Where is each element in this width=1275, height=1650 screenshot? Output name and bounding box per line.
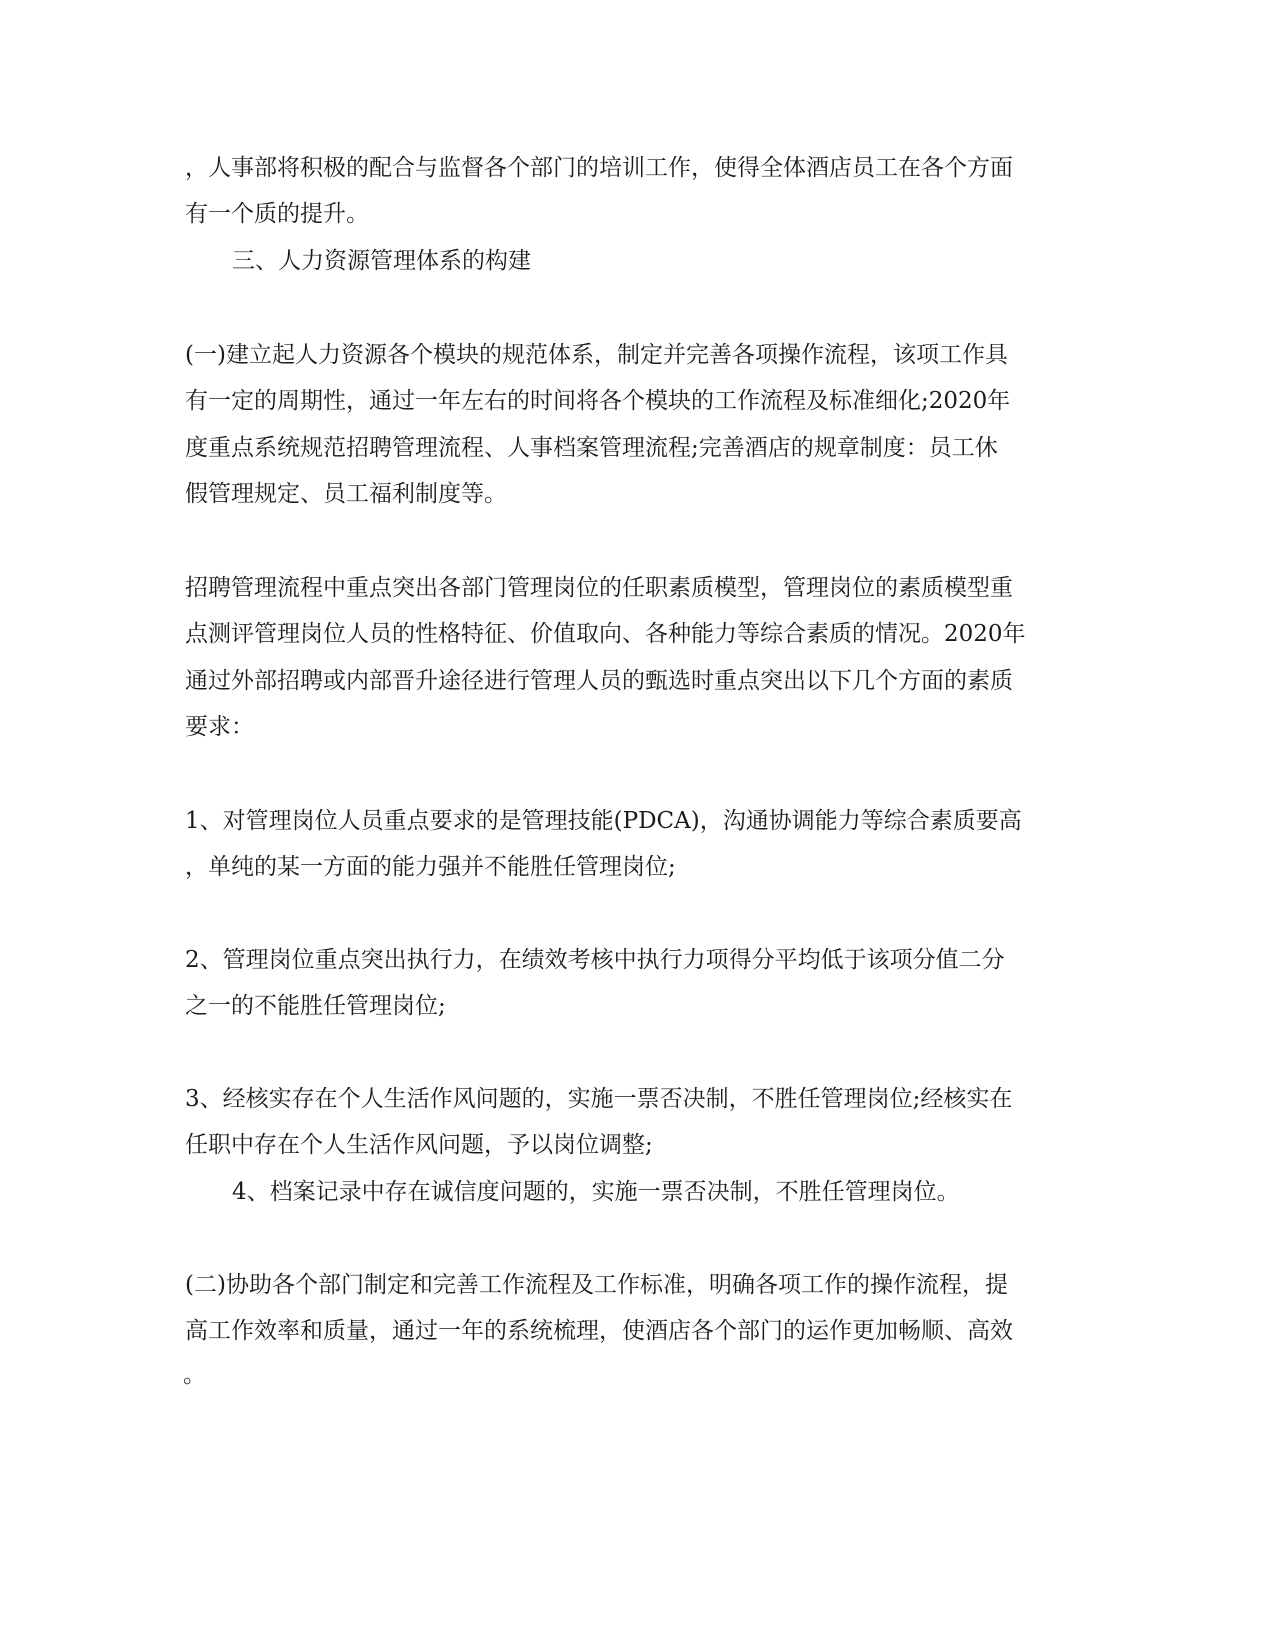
list-item-line: 之一的不能胜任管理岗位; bbox=[185, 993, 446, 1019]
list-item-line: 3、经核实存在个人生活作风问题的，实施一票否决制，不胜任管理岗位;经核实在 bbox=[185, 1086, 1013, 1112]
paragraph-line: 点测评管理岗位人员的性格特征、价值取向、各种能力等综合素质的情况。2020年 bbox=[185, 621, 1026, 647]
list-item-line: 任职中存在个人生活作风问题，予以岗位调整; bbox=[185, 1132, 653, 1158]
list-item-line: 1、对管理岗位人员重点要求的是管理技能(PDCA)，沟通协调能力等综合素质要高 bbox=[185, 808, 1022, 834]
paragraph-line: 。 bbox=[183, 1362, 206, 1388]
paragraph-line: (二)协助各个部门制定和完善工作流程及工作标准，明确各项工作的操作流程，提 bbox=[185, 1272, 1008, 1298]
paragraph-line: 有一个质的提升。 bbox=[185, 201, 369, 227]
paragraph-line: 通过外部招聘或内部晋升途径进行管理人员的甄选时重点突出以下几个方面的素质 bbox=[185, 668, 1013, 694]
paragraph-line: 招聘管理流程中重点突出各部门管理岗位的任职素质模型，管理岗位的素质模型重 bbox=[185, 575, 1013, 601]
list-item-line: 2、管理岗位重点突出执行力，在绩效考核中执行力项得分平均低于该项分值二分 bbox=[185, 947, 1005, 973]
list-item-line: 4、档案记录中存在诚信度问题的，实施一票否决制，不胜任管理岗位。 bbox=[232, 1179, 960, 1205]
section-heading: 三、人力资源管理体系的构建 bbox=[232, 248, 531, 274]
paragraph-line: 假管理规定、员工福利制度等。 bbox=[185, 481, 507, 507]
paragraph-line: (一)建立起人力资源各个模块的规范体系，制定并完善各项操作流程，该项工作具 bbox=[185, 342, 1008, 368]
paragraph-line: 要求： bbox=[185, 714, 254, 740]
paragraph-line: 高工作效率和质量，通过一年的系统梳理，使酒店各个部门的运作更加畅顺、高效 bbox=[185, 1318, 1013, 1344]
paragraph-line: ，人事部将积极的配合与监督各个部门的培训工作，使得全体酒店员工在各个方面 bbox=[185, 155, 1013, 181]
list-item-line: ，单纯的某一方面的能力强并不能胜任管理岗位; bbox=[185, 854, 676, 880]
paragraph-line: 有一定的周期性，通过一年左右的时间将各个模块的工作流程及标准细化;2020年 bbox=[185, 388, 1011, 414]
paragraph-line: 度重点系统规范招聘管理流程、人事档案管理流程;完善酒店的规章制度：员工休 bbox=[185, 435, 998, 461]
